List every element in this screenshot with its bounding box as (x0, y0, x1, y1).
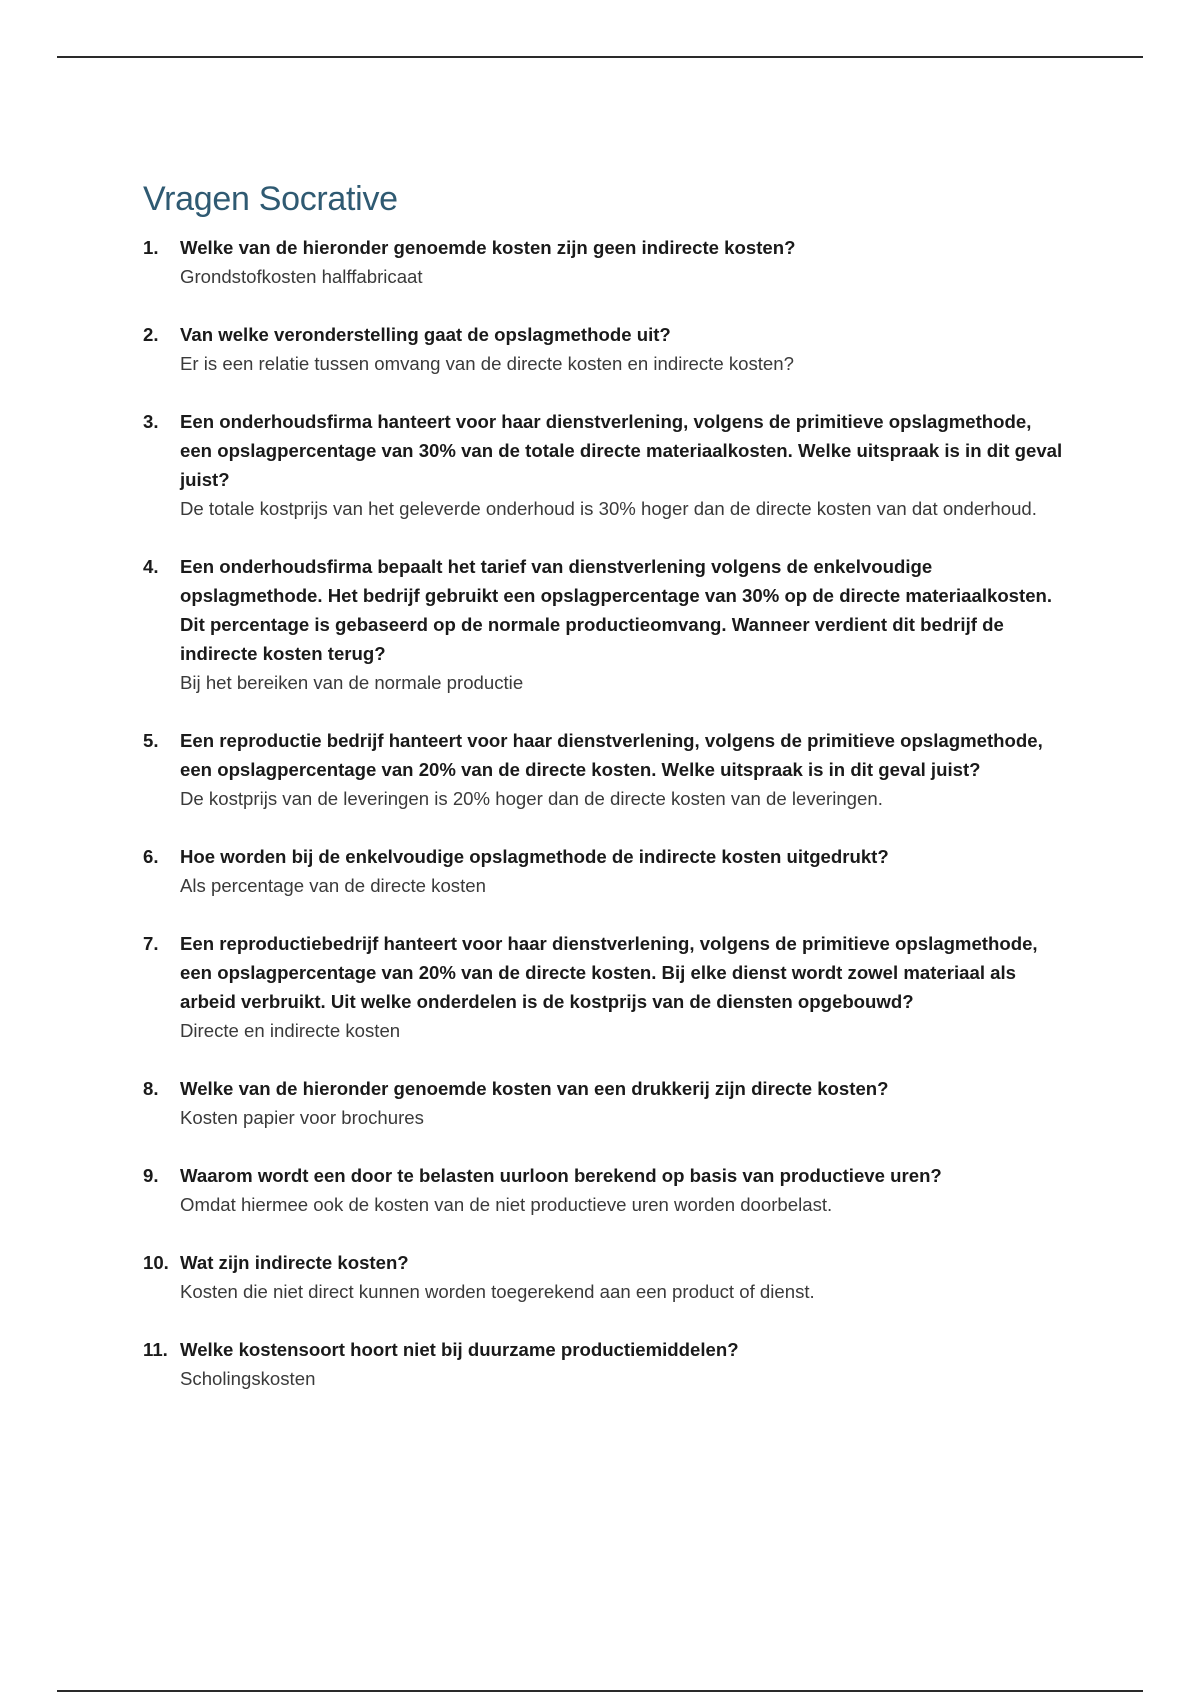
question-number: 5. (143, 730, 159, 751)
question-number: 1. (143, 237, 159, 258)
question-item-11 (143, 1335, 1063, 1393)
question-item-7 (143, 929, 1063, 1045)
question-number: 2. (143, 324, 159, 345)
question-item-8 (143, 1074, 1063, 1132)
question-number: 9. (143, 1165, 159, 1186)
answer-text: De kostprijs van de leveringen is 20% hoger dan de directe kosten van de leveringen. (180, 788, 883, 809)
document-body (143, 180, 1063, 1422)
question-text: Van welke veronderstelling gaat de opslagmethode uit? (180, 324, 671, 345)
answer-text: De totale kostprijs van het geleverde onderhoud is 30% hoger dan de directe kosten van dat onderhoud. (180, 498, 1037, 519)
question-number: 8. (143, 1078, 159, 1099)
answer-text: Als percentage van de directe kosten (180, 875, 486, 896)
answer-text: Grondstofkosten halffabricaat (180, 266, 423, 287)
question-number: 10. (143, 1252, 169, 1273)
question-number: 11. (143, 1339, 168, 1360)
question-text: Een reproductie bedrijf hanteert voor haar dienstverlening, volgens de primitieve opslagmethode, een opslagpercentage van 20% van de directe kosten. Welke uitspraak is in dit geval juist? (180, 730, 1043, 780)
answer-text: Kosten papier voor brochures (180, 1107, 424, 1128)
question-number: 4. (143, 556, 159, 577)
question-text: Wat zijn indirecte kosten? (180, 1252, 409, 1273)
question-text: Waarom wordt een door te belasten uurloon berekend op basis van productieve uren? (180, 1165, 942, 1186)
question-text: Een reproductiebedrijf hanteert voor haar dienstverlening, volgens de primitieve opslagmethode, een opslagpercentage van 20% van de directe kosten. Bij elke dienst wordt zowel materiaal als arbeid verbruikt. Uit welke onderdelen is de kostprijs van de diensten opgebouwd? (180, 933, 1038, 1012)
question-item-4 (143, 552, 1063, 697)
answer-text: Er is een relatie tussen omvang van de directe kosten en indirecte kosten? (180, 353, 794, 374)
header-rule (57, 56, 1143, 58)
question-item-6 (143, 842, 1063, 900)
question-text: Een onderhoudsfirma bepaalt het tarief van dienstverlening volgens de enkelvoudige opslagmethode. Het bedrijf gebruikt een opslagpercentage van 30% op de directe materiaalkosten. Dit percentage is gebaseerd op de normale productieomvang. Wanneer verdient dit bedrijf de indirecte kosten terug? (180, 556, 1053, 664)
answer-text: Bij het bereiken van de normale productie (180, 672, 524, 693)
answer-text: Kosten die niet direct kunnen worden toegerekend aan een product of dienst. (180, 1281, 815, 1302)
question-item-3 (143, 407, 1063, 523)
question-item-5 (143, 726, 1063, 813)
question-text: Welke van de hieronder genoemde kosten zijn geen indirecte kosten? (180, 237, 796, 258)
question-list (143, 233, 1063, 1393)
question-item-9 (143, 1161, 1063, 1219)
answer-text: Directe en indirecte kosten (180, 1020, 401, 1041)
footer-rule (57, 1690, 1143, 1692)
page-title: Vragen Socrative (143, 180, 398, 218)
question-number: 6. (143, 846, 159, 867)
question-item-1 (143, 233, 1063, 291)
question-number: 3. (143, 411, 159, 432)
answer-text: Scholingskosten (180, 1368, 316, 1389)
answer-text: Omdat hiermee ook de kosten van de niet productieve uren worden doorbelast. (180, 1194, 833, 1215)
question-text: Welke van de hieronder genoemde kosten van een drukkerij zijn directe kosten? (180, 1078, 889, 1099)
question-text: Hoe worden bij de enkelvoudige opslagmethode de indirecte kosten uitgedrukt? (180, 846, 889, 867)
question-item-2 (143, 320, 1063, 378)
question-item-10 (143, 1248, 1063, 1306)
question-number: 7. (143, 933, 159, 954)
question-text: Een onderhoudsfirma hanteert voor haar dienstverlening, volgens de primitieve opslagmethode, een opslagpercentage van 30% van de totale directe materiaalkosten. Welke uitspraak is in dit geval juist? (180, 411, 1063, 490)
question-text: Welke kostensoort hoort niet bij duurzame productiemiddelen? (180, 1339, 739, 1360)
